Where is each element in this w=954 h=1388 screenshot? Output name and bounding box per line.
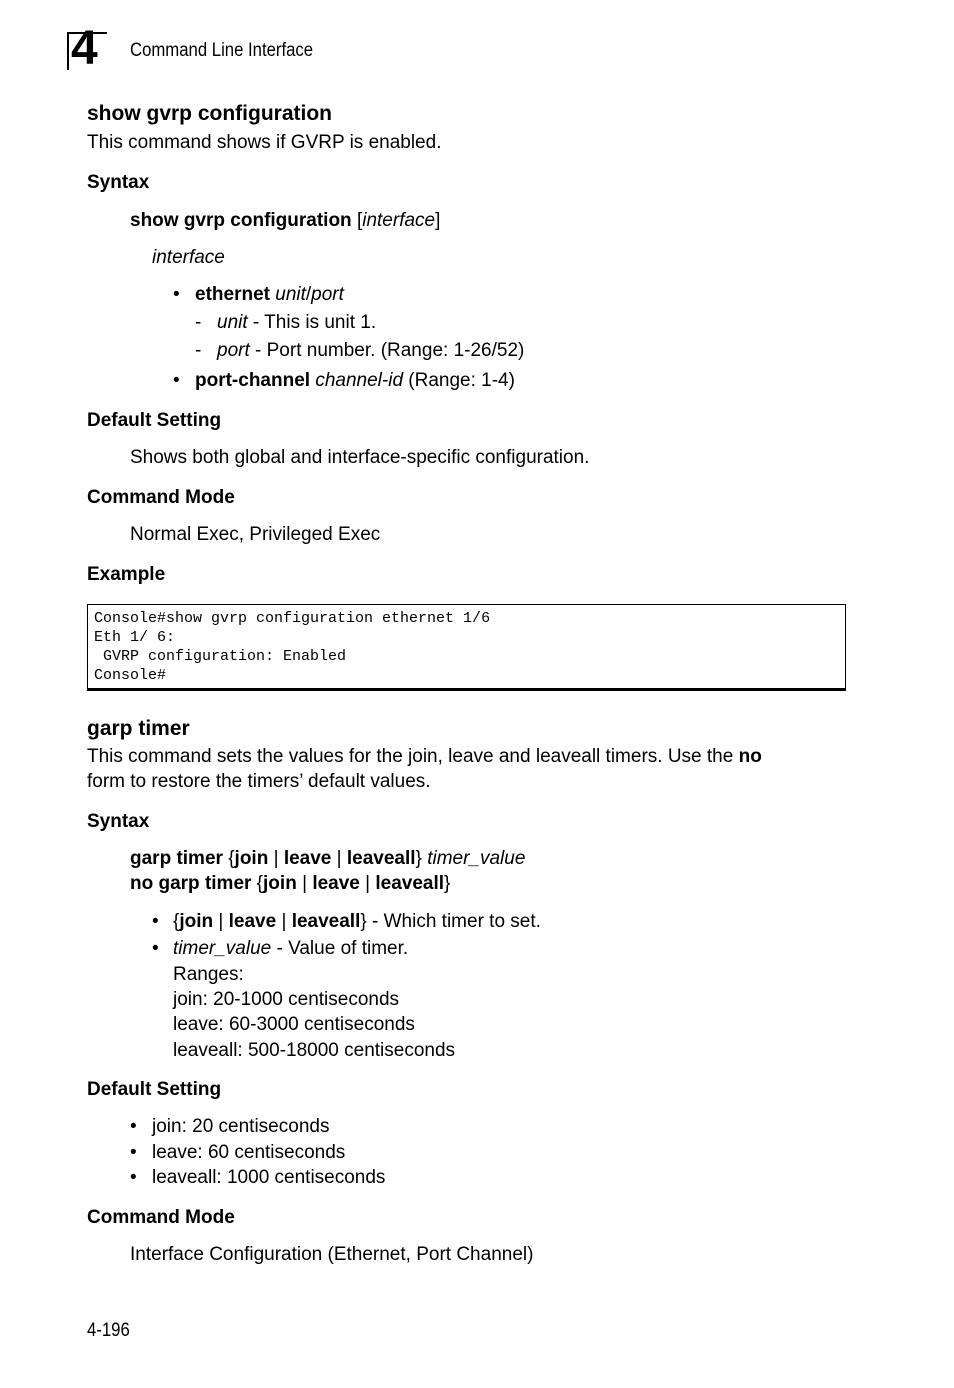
keyword-leaveall: leaveall	[375, 873, 445, 894]
bullet-ethernet	[195, 284, 344, 306]
syntax-heading: Syntax	[87, 172, 150, 193]
bullet-marker: •	[152, 938, 159, 959]
syntax-param: interface	[362, 210, 436, 231]
keyword-ethernet: ethernet	[195, 284, 270, 305]
brace-open: {	[173, 911, 180, 932]
slash: /	[305, 284, 312, 305]
keyword-leaveall: leaveall	[346, 848, 416, 869]
bullet-marker: •	[130, 1116, 137, 1137]
chapter-number: 4	[71, 22, 98, 75]
sub-item-unit	[217, 312, 376, 334]
command-mode-text: Interface Configuration (Ethernet, Port Channel)	[130, 1244, 534, 1265]
page-number: 4-196	[87, 1320, 130, 1341]
command-mode-heading: Command Mode	[87, 1207, 235, 1228]
pipe: |	[296, 873, 313, 894]
command-mode-text: Normal Exec, Privileged Exec	[130, 524, 381, 545]
range-leaveall: leaveall: 500-18000 centiseconds	[173, 1040, 456, 1061]
bullet-marker: •	[130, 1142, 137, 1163]
default-setting-heading: Default Setting	[87, 410, 222, 431]
command-description-line-1	[87, 746, 762, 768]
param-name: interface	[152, 247, 225, 268]
pipe: |	[331, 848, 347, 869]
keyword-leave: leave	[312, 873, 360, 894]
default-leave: leave: 60 centiseconds	[152, 1142, 346, 1163]
keyword-join: join	[263, 873, 297, 894]
code-line: Console#	[94, 667, 167, 684]
chapter-title: Command Line Interface	[130, 40, 314, 61]
code-line: GVRP configuration: Enabled	[94, 648, 347, 665]
default-join: join: 20 centiseconds	[152, 1116, 330, 1137]
param-unit: unit	[217, 312, 248, 333]
bullet-marker: •	[152, 911, 159, 932]
syntax-line-no-garp-timer	[130, 873, 450, 895]
bullet-port-channel	[195, 370, 515, 392]
bullet-marker: •	[173, 284, 180, 305]
code-line: Eth 1/ 6:	[94, 629, 176, 646]
example-code-block	[87, 604, 846, 691]
range-join: join: 20-1000 centiseconds	[173, 989, 400, 1010]
command-heading-show-gvrp: show gvrp configuration	[87, 102, 332, 125]
bullet-marker: •	[130, 1167, 137, 1188]
default-setting-heading: Default Setting	[87, 1079, 222, 1100]
bullet-text: - Which timer to set.	[366, 911, 541, 932]
bullet-marker: •	[173, 370, 180, 391]
default-leaveall: leaveall: 1000 centiseconds	[152, 1167, 386, 1188]
sub-item-text: - This is unit 1.	[247, 312, 377, 333]
command-mode-heading: Command Mode	[87, 487, 235, 508]
pipe: |	[276, 911, 292, 932]
ranges-label: Ranges:	[173, 964, 244, 985]
syntax-command: no garp timer	[130, 873, 252, 894]
param-timer-value: timer_value	[427, 848, 526, 869]
code-line: Console#show gvrp configuration ethernet 1/6	[94, 610, 491, 627]
range-leave: leave: 60-3000 centiseconds	[173, 1014, 415, 1035]
command-description: This command shows if GVRP is enabled.	[87, 132, 442, 153]
keyword-leave: leave	[228, 911, 277, 932]
keyword-join: join	[234, 848, 269, 869]
command-description-line-2: form to restore the timers’ default values.	[87, 771, 431, 792]
sub-item-text: - Port number. (Range: 1-26/52)	[249, 340, 525, 361]
keyword-no: no	[738, 746, 762, 767]
param-unit: unit	[275, 284, 306, 305]
chapter-number-box	[67, 22, 107, 75]
brace-close: }	[360, 911, 367, 932]
keyword-port-channel: port-channel	[195, 370, 311, 391]
dash-marker: -	[195, 340, 202, 361]
keyword-join: join	[179, 911, 214, 932]
syntax-bracket-close: ]	[435, 210, 441, 231]
dash-marker: -	[195, 312, 202, 333]
brace-open: {	[222, 848, 235, 869]
brace-close: }	[444, 873, 451, 894]
syntax-line-garp-timer	[130, 848, 525, 870]
syntax-bracket-open: [	[356, 210, 363, 231]
syntax-line	[130, 210, 440, 232]
pipe: |	[213, 911, 229, 932]
param-port: port	[217, 340, 250, 361]
pipe: |	[359, 873, 376, 894]
param-timer-value: timer_value	[173, 938, 272, 959]
brace-open: {	[251, 873, 264, 894]
bullet-timer-value	[173, 938, 408, 960]
bullet-timer-choice	[173, 911, 541, 933]
example-heading: Example	[87, 564, 166, 585]
bullet-text: - Value of timer.	[271, 938, 409, 959]
param-channel-id: channel-id	[315, 370, 404, 391]
keyword-leave: leave	[283, 848, 332, 869]
syntax-command: show gvrp configuration	[130, 210, 352, 231]
default-setting-text: Shows both global and interface-specific configuration.	[130, 447, 590, 468]
brace-close: }	[415, 848, 422, 869]
range-text: (Range: 1-4)	[403, 370, 515, 391]
syntax-command: garp timer	[130, 848, 223, 869]
sub-item-port	[217, 340, 524, 362]
keyword-leaveall: leaveall	[291, 911, 361, 932]
pipe: |	[268, 848, 284, 869]
syntax-heading: Syntax	[87, 811, 150, 832]
description-text: This command sets the values for the join, leave and leaveall timers. Use the	[87, 746, 739, 767]
param-port: port	[311, 284, 344, 305]
command-heading-garp-timer: garp timer	[87, 717, 190, 740]
